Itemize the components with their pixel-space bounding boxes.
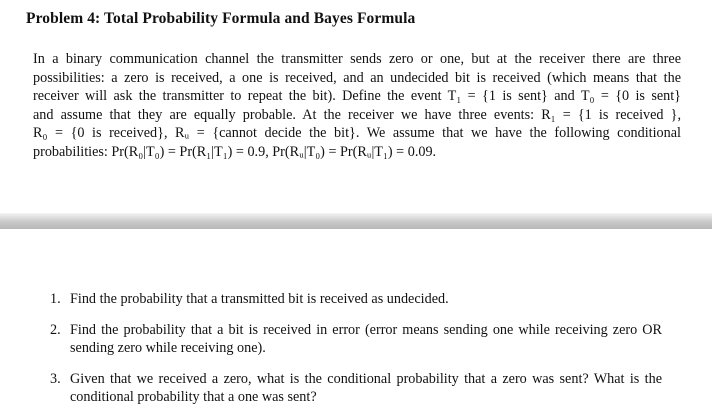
question-text: Find the probability that a bit is received in error (error means sending one while receiving zero OR [70, 321, 662, 338]
question-item [50, 321, 662, 358]
problem-statement-line: receiver will ask the transmitter to repeat the bit). Define the event T₁ = {1 is sent} and T₀ = {0 is sent} [33, 88, 681, 105]
problem-title: Problem 4: Total Probability Formula and Bayes Formula [26, 10, 416, 27]
question-number: 1. [50, 291, 61, 307]
question-number: 2. [50, 321, 61, 338]
question-list [50, 290, 662, 419]
question-item [50, 370, 662, 407]
problem-statement-line: In a binary communication channel the transmitter sends zero or one, but at the receiver there are three [33, 51, 681, 67]
question-text: sending zero while receiving one). [70, 340, 266, 357]
problem-statement-line: R₀ = {0 is received}, Rᵤ = {cannot decide the bit}. We assume that we have the following conditional [33, 125, 681, 142]
question-text: Find the probability that a transmitted bit is received as undecided. [70, 291, 449, 307]
question-text: Given that we received a zero, what is the conditional probability that a zero was sent? What is the [70, 370, 662, 387]
problem-statement-line: and assume that they are equally probable. At the receiver we have three events: R₁ = {1 is received }, [33, 106, 681, 123]
question-item [50, 290, 662, 309]
problem-statement-line: probabilities: Pr(R₀|T₀) = Pr(R₁|T₁) = 0.9, Pr(Rᵤ|T₀) = Pr(Rᵤ|T₁) = 0.09. [33, 143, 437, 160]
page-separator [0, 213, 712, 229]
question-text: conditional probability that a one was sent? [70, 389, 317, 406]
question-number: 3. [50, 370, 61, 387]
problem-statement-line: possibilities: a zero is received, a one is received, and an undecided bit is received (which means that the [33, 69, 681, 86]
problem-statement [33, 50, 681, 162]
